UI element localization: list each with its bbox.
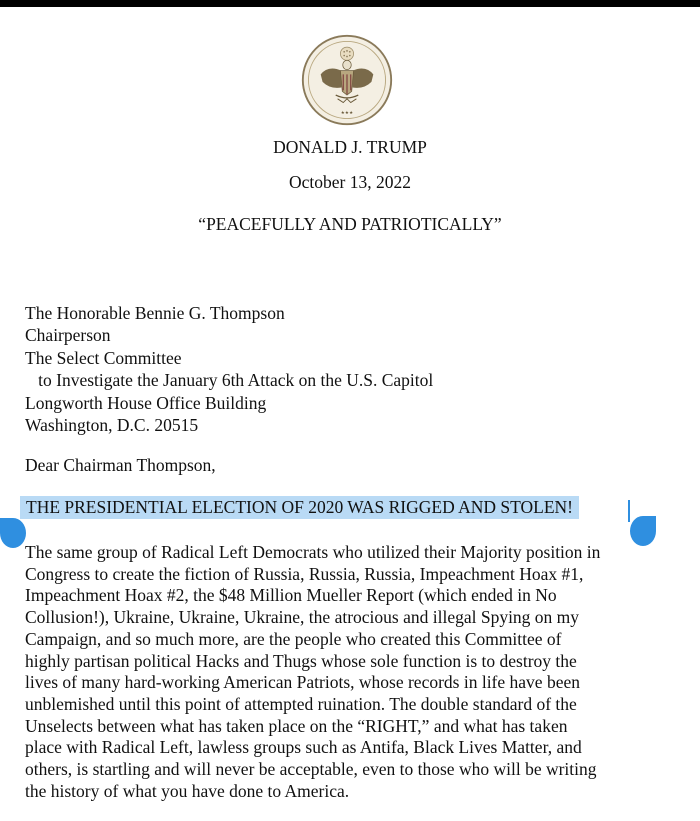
body-line: unblemished until this point of attempted ruination. The double standard of the (25, 693, 577, 714)
letter-body (25, 542, 665, 802)
recipient-address (25, 302, 433, 436)
body-line: the history of what you have done to America. (25, 780, 350, 801)
address-line: Chairperson (25, 325, 111, 346)
address-line: The Select Committee (25, 347, 182, 368)
body-line: Campaign, and so much more, are the people who created this Committee of (25, 628, 562, 649)
body-line: Unselects between what has taken place on the “RIGHT,” and what has taken (25, 715, 568, 736)
address-line: The Honorable Bennie G. Thompson (25, 303, 285, 323)
address-line: Longworth House Office Building (25, 392, 267, 413)
body-line: Collusion!), Ukraine, Ukraine, Ukraine, the atrocious and illegal Spying on my (25, 607, 580, 628)
body-line: Impeachment Hoax #2, the $48 Million Mueller Report (which ended in No (25, 585, 557, 606)
presidential-seal-icon (300, 33, 394, 127)
top-status-bar (0, 0, 700, 7)
selection-caret (628, 500, 630, 522)
body-line: Congress to create the fiction of Russia, Russia, Russia, Impeachment Hoax #1, (25, 563, 584, 584)
body-line: place with Radical Left, lawless groups such as Antifa, Black Lives Matter, and (25, 737, 582, 758)
body-line: highly partisan political Hacks and Thugs whose sole function is to destroy the (25, 650, 577, 671)
address-line: to Investigate the January 6th Attack on the U.S. Capitol (25, 370, 434, 391)
salutation: Dear Chairman Thompson, (25, 455, 216, 475)
letter-subject: “PEACEFULLY AND PATRIOTICALLY” (198, 214, 502, 234)
body-line: lives of many hard-working American Patriots, whose records in life have been (25, 672, 580, 693)
text-selection[interactable] (20, 496, 579, 519)
selected-text[interactable]: THE PRESIDENTIAL ELECTION OF 2020 WAS RIGGED AND STOLEN! (20, 496, 579, 519)
letter-date: October 13, 2022 (289, 172, 411, 192)
address-line: Washington, D.C. 20515 (25, 415, 199, 436)
selection-start-handle[interactable] (0, 518, 26, 548)
svg-text:★★★: ★★★ (340, 110, 354, 116)
body-line: The same group of Radical Left Democrats who utilized their Majority position in (25, 542, 601, 562)
body-line: others, is startling and will never be acceptable, even to those who will be writing (25, 759, 597, 780)
sender-name: DONALD J. TRUMP (273, 137, 427, 157)
